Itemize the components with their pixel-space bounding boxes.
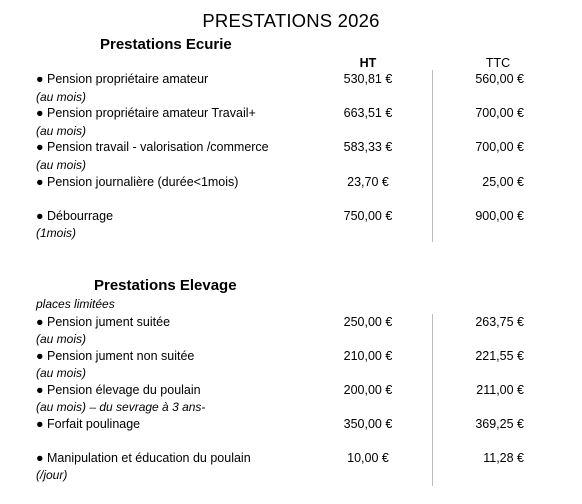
price-item-note: (au mois) <box>36 332 87 346</box>
price-item-note: (au mois) <box>36 366 87 380</box>
price-item-label: ● Pension propriétaire amateur Travail+ <box>36 106 256 120</box>
price-ttc: 560,00 € <box>475 72 524 86</box>
price-ttc: 263,75 € <box>475 315 524 329</box>
price-item-label: ● Manipulation et éducation du poulain <box>36 451 251 465</box>
price-item-label: ● Pension travail - valorisation /commerce <box>36 140 269 154</box>
page-title: PRESTATIONS 2026 <box>202 10 380 31</box>
price-item-note: (au mois) <box>36 90 87 104</box>
price-ht: 210,00 € <box>343 349 393 363</box>
price-ht: 350,00 € <box>343 417 393 431</box>
column-header-ttc: TTC <box>485 56 511 70</box>
price-ht: 663,51 € <box>343 106 393 120</box>
section-heading-ecurie: Prestations Ecurie <box>100 36 232 53</box>
price-item-note: (au mois) – du sevrage à 3 ans- <box>36 400 206 414</box>
column-header-ht: HT <box>359 56 377 70</box>
price-item-note: (1mois) <box>36 226 77 240</box>
price-ttc: 900,00 € <box>475 209 524 223</box>
price-item-label: ● Pension journalière (durée<1mois) <box>36 175 239 189</box>
price-item-label: ● Débourrage <box>36 209 114 223</box>
price-ttc: 25,00 € <box>482 175 524 189</box>
price-ht: 750,00 € <box>343 209 393 223</box>
price-item-label: ● Pension propriétaire amateur <box>36 72 209 86</box>
price-ttc: 700,00 € <box>475 140 524 154</box>
price-ht: 250,00 € <box>343 315 393 329</box>
price-ttc: 11,28 € <box>483 451 524 465</box>
price-ttc: 369,25 € <box>475 417 524 431</box>
price-item-label: ● Pension jument non suitée <box>36 349 195 363</box>
price-ht: 583,33 € <box>343 140 393 154</box>
price-item-note: (/jour) <box>36 468 68 482</box>
price-item-note: (au mois) <box>36 158 87 172</box>
price-item-label: ● Pension élevage du poulain <box>36 383 201 397</box>
column-divider <box>432 70 433 242</box>
column-divider <box>432 314 433 486</box>
price-ht: 200,00 € <box>343 383 393 397</box>
price-ht: 10,00 € <box>347 451 389 465</box>
price-item-note: (au mois) <box>36 124 87 138</box>
section-subnote: places limitées <box>36 297 115 311</box>
price-ttc: 700,00 € <box>475 106 524 120</box>
price-item-label: ● Pension jument suitée <box>36 315 171 329</box>
price-ttc: 221,55 € <box>475 349 524 363</box>
price-ht: 23,70 € <box>347 175 389 189</box>
section-heading-elevage: Prestations Elevage <box>94 277 237 294</box>
price-ttc: 211,00 € <box>476 383 524 397</box>
price-item-label: ● Forfait poulinage <box>36 417 141 431</box>
price-ht: 530,81 € <box>343 72 393 86</box>
